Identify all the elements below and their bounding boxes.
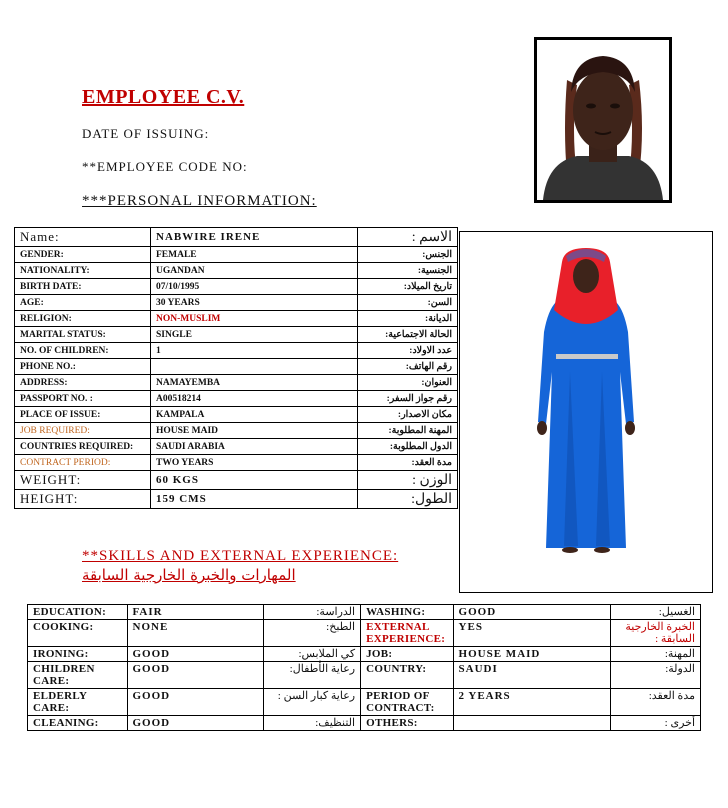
field-label-arabic: الدول المطلوبة: [358,439,458,455]
skill-label-arabic: الطبخ: [264,620,361,647]
field-value: 1 [151,343,358,359]
field-value: NAMAYEMBA [151,375,358,391]
skills-row [28,662,701,689]
field-label: AGE: [15,295,151,311]
skill-value: NONE [127,620,264,647]
portrait-image [537,40,669,200]
field-value: NABWIRE IRENE [151,228,358,247]
skills-row [28,689,701,716]
field-label: NATIONALITY: [15,263,151,279]
portrait-photo [534,37,672,203]
field-label: Name: [15,228,151,247]
field-value: HOUSE MAID [151,423,358,439]
personal-row [15,407,458,423]
field-label-arabic: الديانة: [358,311,458,327]
skills-heading-arabic: المهارات والخبرة الخارجية السابقة [82,566,296,584]
field-value: TWO YEARS [151,455,358,471]
personal-information-heading: ***PERSONAL INFORMATION: [82,193,317,209]
skill-label-arabic: المهنة: [611,647,701,662]
skill-value: YES [453,620,611,647]
skills-row [28,620,701,647]
skill-label: EDUCATION: [28,605,128,620]
field-label-arabic: مدة العقد: [358,455,458,471]
skill-value: GOOD [453,605,611,620]
skill-label-arabic: الدراسة: [264,605,361,620]
field-label-arabic: المهنة المطلوبة: [358,423,458,439]
field-label: MARITAL STATUS: [15,327,151,343]
skills-table [27,604,701,731]
skills-row [28,647,701,662]
field-label: JOB REQUIRED: [15,423,151,439]
skills-row [28,716,701,731]
page-title: EMPLOYEE C.V. [82,86,245,108]
skill-value [453,716,611,731]
field-label-arabic: الطول: [358,490,458,509]
field-value: A00518214 [151,391,358,407]
field-label: HEIGHT: [15,490,151,509]
personal-row [15,439,458,455]
field-value: NON-MUSLIM [151,311,358,327]
skill-value: 2 YEARS [453,689,611,716]
skill-label: CHILDREN CARE: [28,662,128,689]
field-label-arabic: رقم الهاتف: [358,359,458,375]
skill-label-arabic: التنظيف: [264,716,361,731]
personal-row [15,311,458,327]
skill-label-arabic: أخرى : [611,716,701,731]
skill-label: COOKING: [28,620,128,647]
field-label: NO. OF CHILDREN: [15,343,151,359]
skill-label: IRONING: [28,647,128,662]
skill-label: EXTERNAL EXPERIENCE: [361,620,453,647]
skill-value: SAUDI [453,662,611,689]
personal-row [15,327,458,343]
field-label: GENDER: [15,247,151,263]
skill-value: GOOD [127,662,264,689]
skill-label-arabic: الخبرة الخارجية السابقة : [611,620,701,647]
skill-label: WASHING: [361,605,453,620]
skill-value: GOOD [127,716,264,731]
employee-code-label: **EMPLOYEE CODE NO: [82,159,248,174]
field-label: PHONE NO.: [15,359,151,375]
skill-label-arabic: الغسيل: [611,605,701,620]
field-label-arabic: الحالة الاجتماعية: [358,327,458,343]
field-value: 07/10/1995 [151,279,358,295]
full-body-image [460,232,712,592]
field-label: RELIGION: [15,311,151,327]
field-value: 159 CMS [151,490,358,509]
field-label: WEIGHT: [15,471,151,490]
personal-row [15,343,458,359]
skill-value: HOUSE MAID [453,647,611,662]
personal-row [15,423,458,439]
full-body-photo [459,231,713,593]
field-label: PLACE OF ISSUE: [15,407,151,423]
skill-label: PERIOD OF CONTRACT: [361,689,453,716]
field-label-arabic: مكان الاصدار: [358,407,458,423]
skill-label-arabic: كي الملابس: [264,647,361,662]
skill-label: CLEANING: [28,716,128,731]
field-value: KAMPALA [151,407,358,423]
field-value: 30 YEARS [151,295,358,311]
skill-value: GOOD [127,689,264,716]
field-label-arabic: رقم جواز السفر: [358,391,458,407]
skills-row [28,605,701,620]
skill-label-arabic: رعاية الأطفال: [264,662,361,689]
personal-row [15,247,458,263]
skill-label-arabic: مدة العقد: [611,689,701,716]
field-label-arabic: العنوان: [358,375,458,391]
skills-heading: **SKILLS AND EXTERNAL EXPERIENCE: [82,548,399,564]
field-label-arabic: الاسم : [358,228,458,247]
field-value [151,359,358,375]
skill-value: FAIR [127,605,264,620]
field-label-arabic: السن: [358,295,458,311]
personal-info-table [14,227,458,509]
date-of-issuing-label: DATE OF ISSUING: [82,126,210,141]
personal-row [15,391,458,407]
personal-row [15,295,458,311]
field-label: BIRTH DATE: [15,279,151,295]
field-label-arabic: عدد الاولاد: [358,343,458,359]
personal-row [15,471,458,490]
skill-label: OTHERS: [361,716,453,731]
skill-label: ELDERLY CARE: [28,689,128,716]
field-value: FEMALE [151,247,358,263]
field-label: PASSPORT NO. : [15,391,151,407]
field-value: SINGLE [151,327,358,343]
field-label: ADDRESS: [15,375,151,391]
personal-row [15,359,458,375]
personal-row [15,455,458,471]
personal-row [15,279,458,295]
skill-label: JOB: [361,647,453,662]
personal-row [15,375,458,391]
skill-value: GOOD [127,647,264,662]
field-label-arabic: تاريخ الميلاد: [358,279,458,295]
field-label-arabic: الوزن : [358,471,458,490]
field-value: UGANDAN [151,263,358,279]
field-value: SAUDI ARABIA [151,439,358,455]
skill-label-arabic: رعاية كبار السن : [264,689,361,716]
field-label-arabic: الجنسية: [358,263,458,279]
field-label-arabic: الجنس: [358,247,458,263]
field-label: CONTRACT PERIOD: [15,455,151,471]
personal-row [15,263,458,279]
field-value: 60 KGS [151,471,358,490]
personal-row [15,228,458,247]
skill-label-arabic: الدولة: [611,662,701,689]
field-label: COUNTRIES REQUIRED: [15,439,151,455]
personal-row [15,490,458,509]
skill-label: COUNTRY: [361,662,453,689]
